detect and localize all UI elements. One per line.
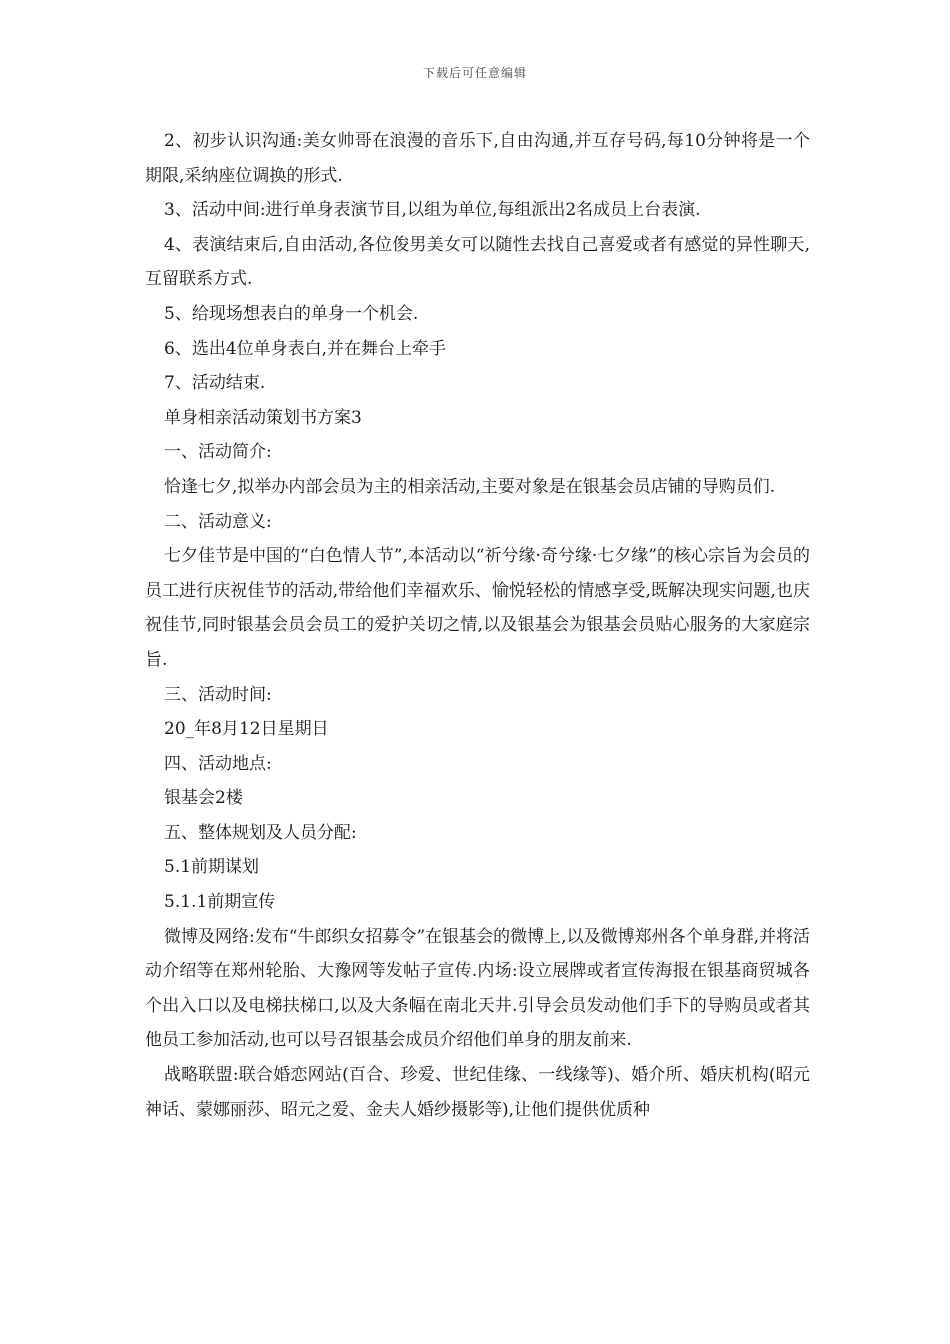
section-heading: 一、活动简介: [164, 442, 272, 463]
paragraph: 战略联盟:联合婚恋网站(百合、珍爱、世纪佳缘、一线缘等)、婚介所、婚庆机构(昭元神话、蒙娜丽莎、昭元之爱、金夫人婚纱摄影等),让他们提供优质种 [145, 1065, 810, 1120]
paragraph: 恰逢七夕,拟举办内部会员为主的相亲活动,主要对象是在银基会员店铺的导购员们. [164, 476, 776, 497]
paragraph: 2、初步认识沟通:美女帅哥在浪漫的音乐下,自由沟通,并互存号码,每10分钟将是一个期限,采纳座位调换的形式. [145, 131, 810, 186]
subsection-heading: 5.1前期谋划 [164, 857, 260, 878]
paragraph: 银基会2楼 [164, 788, 243, 809]
section-heading: 四、活动地点: [164, 753, 272, 774]
section-heading: 二、活动意义: [164, 511, 272, 532]
subsection-heading: 5.1.1前期宣传 [164, 892, 276, 913]
paragraph: 3、活动中间:进行单身表演节目,以组为单位,每组派出2名成员上台表演. [164, 200, 701, 221]
section-title: 单身相亲活动策划书方案3 [164, 407, 362, 428]
paragraph: 5、给现场想表白的单身一个机会. [164, 303, 419, 324]
paragraph: 20_年8月12日星期日 [164, 719, 329, 740]
paragraph: 4、表演结束后,自由活动,各位俊男美女可以随性去找自己喜爱或者有感觉的异性聊天,互留联系方式. [145, 234, 810, 290]
section-heading: 三、活动时间: [164, 684, 272, 705]
page-header: 下载后可任意编辑 [422, 66, 527, 80]
section-heading: 五、整体规划及人员分配: [164, 822, 357, 843]
paragraph: 七夕佳节是中国的“白色情人节”,本活动以“祈兮缘·奇兮缘·七夕缘”的核心宗旨为会员的员工进行庆祝佳节的活动,带给他们幸福欢乐、愉悦轻松的情感享受,既解决现实问题,也庆祝佳节,同时银基会员会员工的爱护关切之情,以及银基会为银基会员贴心服务的大家庭宗旨. [145, 546, 810, 670]
document-body [145, 124, 810, 1127]
paragraph: 微博及网络:发布“牛郎织女招募令”在银基会的微博上,以及微博郑州各个单身群,并将活动介绍等在郑州轮胎、大豫网等发帖子宣传.内场:设立展牌或者宣传海报在银基商贸城各个出入口以及电梯扶梯口,以及大条幅在南北天井.引导会员发动他们手下的导购员或者其他员工参加活动,也可以号召银基会成员介绍他们单身的朋友前来. [145, 926, 810, 1051]
paragraph: 6、选出4位单身表白,并在舞台上牵手 [164, 338, 447, 359]
paragraph: 7、活动结束. [164, 373, 266, 394]
